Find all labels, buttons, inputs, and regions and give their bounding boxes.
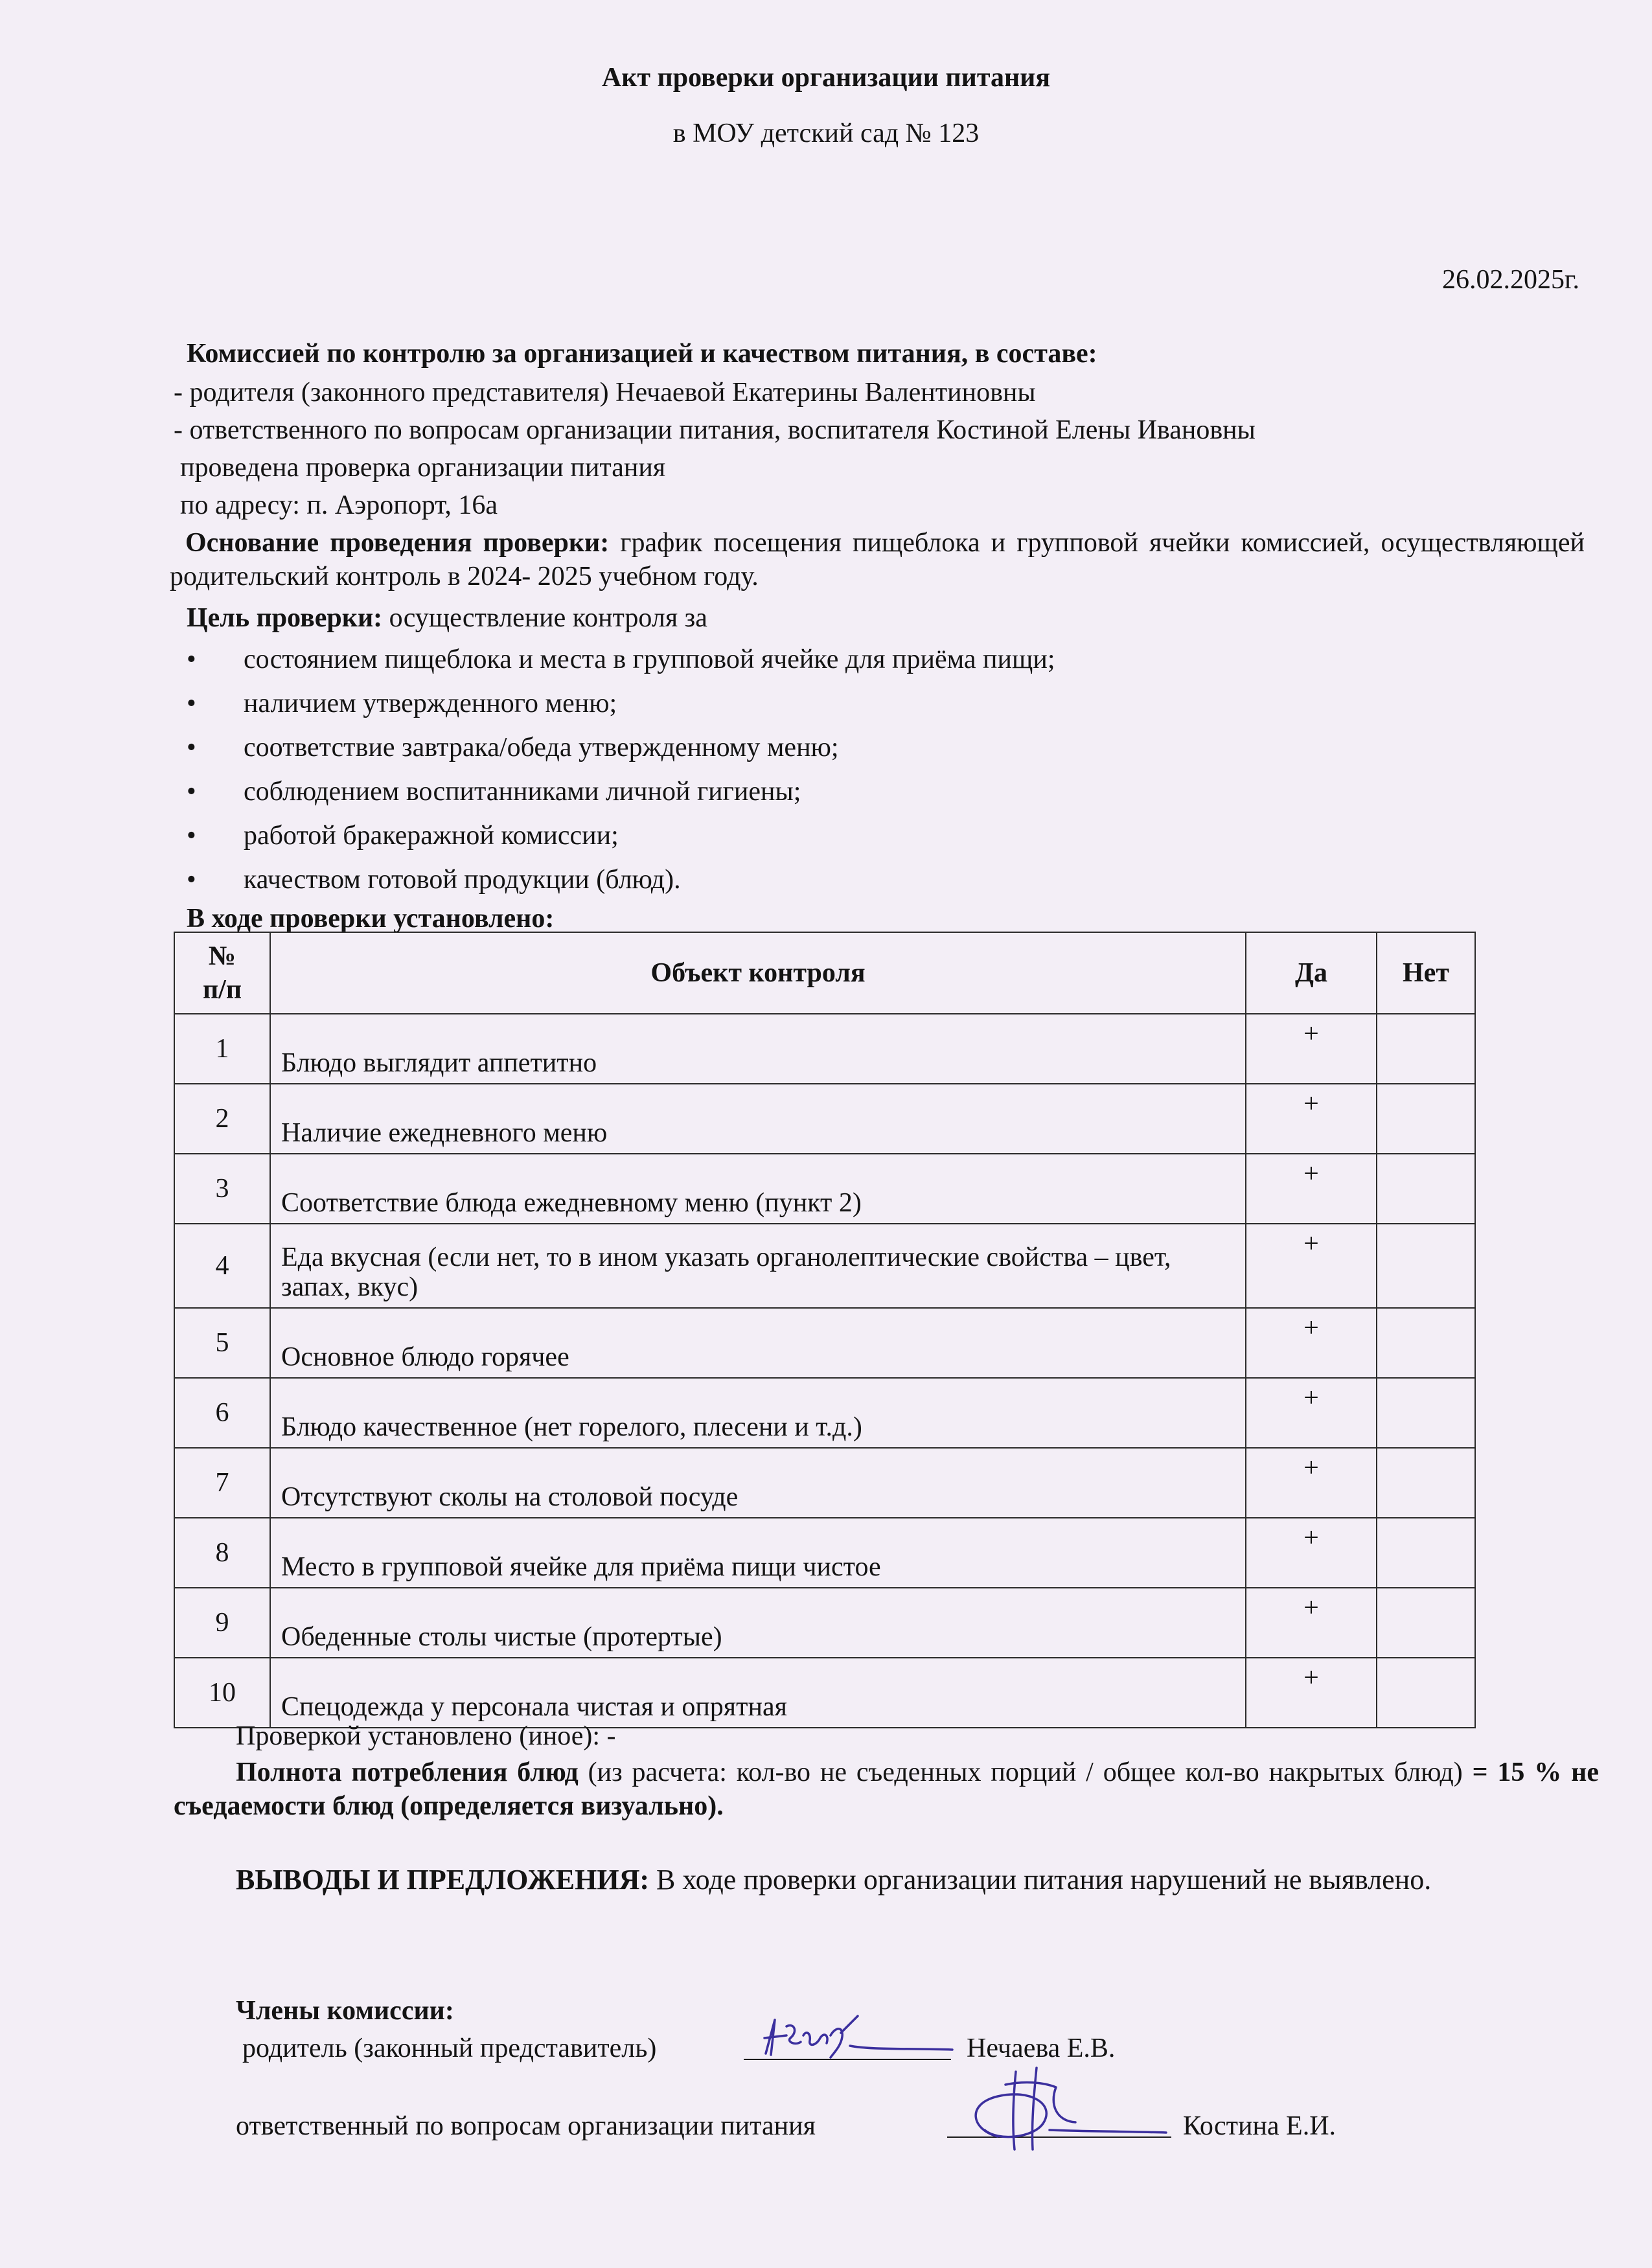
row-number: 8 bbox=[174, 1518, 270, 1588]
goal-item-text: состоянием пищеблока и места в групповой ячейке для приёма пищи; bbox=[244, 645, 1055, 674]
bullet-icon: • bbox=[187, 689, 196, 718]
row-number: 9 bbox=[174, 1588, 270, 1658]
bullet-icon: • bbox=[187, 777, 196, 807]
document-subtitle: в МОУ детский сад № 123 bbox=[672, 119, 980, 148]
table-row bbox=[174, 1658, 1475, 1728]
row-object: Еда вкусная (если нет, то в ином указать органолептические свойства – цвет, запах, вкус) bbox=[270, 1224, 1246, 1308]
row-no-mark bbox=[1377, 1518, 1475, 1588]
goal-text: осуществление контроля за bbox=[382, 603, 707, 633]
row-yes-mark: + bbox=[1246, 1154, 1377, 1224]
conclusions-text: В ходе проверки организации питания нарушений не выявлено. bbox=[649, 1864, 1432, 1896]
check-done-text: проведена проверка организации питания bbox=[180, 453, 666, 483]
row-number: 10 bbox=[174, 1658, 270, 1728]
row-number: 2 bbox=[174, 1084, 270, 1154]
row-yes-mark: + bbox=[1246, 1084, 1377, 1154]
signatures-heading: Члены комиссии: bbox=[236, 1996, 454, 2026]
row-number: 6 bbox=[174, 1378, 270, 1448]
conclusions-label: ВЫВОДЫ И ПРЕДЛОЖЕНИЯ: bbox=[236, 1864, 649, 1896]
row-object: Спецодежда у персонала чистая и опрятная bbox=[270, 1658, 1246, 1728]
responsible-signature-role: ответственный по вопросам организации питания bbox=[236, 2111, 816, 2141]
row-object: Соответствие блюда ежедневному меню (пункт 2) bbox=[270, 1154, 1246, 1224]
row-no-mark bbox=[1377, 1014, 1475, 1084]
row-yes-mark: + bbox=[1246, 1378, 1377, 1448]
goal-item-text: соответствие завтрака/обеда утвержденному меню; bbox=[244, 733, 839, 762]
table-header-row bbox=[174, 932, 1475, 1014]
row-no-mark bbox=[1377, 1448, 1475, 1518]
row-number: 1 bbox=[174, 1014, 270, 1084]
table-row bbox=[174, 1224, 1475, 1308]
header-yes: Да bbox=[1246, 932, 1377, 1014]
address-text: по адресу: п. Аэропорт, 16а bbox=[180, 490, 498, 520]
completeness-text: (из расчета: кол-во не съеденных порций / общее кол-во накрытых блюд) bbox=[578, 1758, 1463, 1787]
table-row bbox=[174, 1448, 1475, 1518]
table-row bbox=[174, 1084, 1475, 1154]
row-no-mark bbox=[1377, 1224, 1475, 1308]
bullet-icon: • bbox=[187, 645, 196, 674]
parent-signature-name: Нечаева Е.В. bbox=[967, 2033, 1116, 2063]
goal-item-text: качеством готовой продукции (блюд). bbox=[244, 865, 681, 895]
bullet-icon: • bbox=[187, 865, 196, 895]
row-object: Блюдо выглядит аппетитно bbox=[270, 1014, 1246, 1084]
basis-label: Основание проведения проверки: bbox=[185, 528, 610, 558]
table-row bbox=[174, 1378, 1475, 1448]
row-no-mark bbox=[1377, 1658, 1475, 1728]
header-number: № п/п bbox=[174, 932, 270, 1014]
row-object: Основное блюдо горячее bbox=[270, 1308, 1246, 1378]
row-yes-mark: + bbox=[1246, 1224, 1377, 1308]
header-no: Нет bbox=[1377, 932, 1475, 1014]
commission-member-responsible: - ответственного по вопросам организации питания, воспитателя Костиной Елены Ивановны bbox=[174, 415, 1256, 445]
control-table bbox=[174, 932, 1476, 1728]
commission-heading: Комиссией по контролю за организацией и качеством питания, в составе: bbox=[187, 339, 1097, 369]
row-number: 5 bbox=[174, 1308, 270, 1378]
row-object: Блюдо качественное (нет горелого, плесени и т.д.) bbox=[270, 1378, 1246, 1448]
row-no-mark bbox=[1377, 1378, 1475, 1448]
completeness-paragraph bbox=[174, 1756, 1599, 1823]
bullet-icon: • bbox=[187, 733, 196, 762]
row-object: Отсутствуют сколы на столовой посуде bbox=[270, 1448, 1246, 1518]
bullet-icon: • bbox=[187, 821, 196, 851]
other-findings: Проверкой установлено (иное): - bbox=[236, 1721, 616, 1751]
completeness-result: = 15 % не съедаемости блюд (определяется визуально). bbox=[174, 1758, 1600, 1821]
row-yes-mark: + bbox=[1246, 1014, 1377, 1084]
basis-text: график посещения пищеблока и групповой ячейки комиссией, осуществляющей родительский контроль в 2024- 2025 учебном году. bbox=[170, 528, 1585, 591]
row-yes-mark: + bbox=[1246, 1588, 1377, 1658]
row-yes-mark: + bbox=[1246, 1308, 1377, 1378]
row-no-mark bbox=[1377, 1588, 1475, 1658]
row-number: 7 bbox=[174, 1448, 270, 1518]
goal-item-text: соблюдением воспитанниками личной гигиены; bbox=[244, 777, 801, 807]
goal-item-text: работой бракеражной комиссии; bbox=[244, 821, 619, 851]
row-no-mark bbox=[1377, 1154, 1475, 1224]
responsible-signature-name: Костина Е.И. bbox=[1183, 2111, 1337, 2141]
goal-item-text: наличием утвержденного меню; bbox=[244, 689, 617, 718]
row-yes-mark: + bbox=[1246, 1448, 1377, 1518]
completeness-label: Полнота потребления блюд bbox=[236, 1758, 579, 1787]
conclusions-paragraph bbox=[174, 1853, 1599, 1907]
findings-heading: В ходе проверки установлено: bbox=[187, 904, 555, 934]
table-row bbox=[174, 1308, 1475, 1378]
table-row bbox=[174, 1588, 1475, 1658]
header-object: Объект контроля bbox=[270, 932, 1246, 1014]
document-title: Акт проверки организации питания bbox=[601, 63, 1051, 93]
table-row bbox=[174, 1154, 1475, 1224]
responsible-signature-image bbox=[959, 2059, 1173, 2156]
row-object: Обеденные столы чистые (протертые) bbox=[270, 1588, 1246, 1658]
row-yes-mark: + bbox=[1246, 1658, 1377, 1728]
table-row bbox=[174, 1014, 1475, 1084]
basis-paragraph bbox=[170, 526, 1585, 593]
parent-signature-image bbox=[758, 2007, 959, 2065]
table-row bbox=[174, 1518, 1475, 1588]
row-no-mark bbox=[1377, 1308, 1475, 1378]
row-object: Наличие ежедневного меню bbox=[270, 1084, 1246, 1154]
goal-line bbox=[187, 601, 707, 635]
parent-signature-role: родитель (законный представитель) bbox=[242, 2033, 657, 2063]
row-yes-mark: + bbox=[1246, 1518, 1377, 1588]
row-no-mark bbox=[1377, 1084, 1475, 1154]
row-number: 4 bbox=[174, 1224, 270, 1308]
document-date: 26.02.2025г. bbox=[1442, 265, 1579, 295]
row-number: 3 bbox=[174, 1154, 270, 1224]
commission-member-parent: - родителя (законного представителя) Нечаевой Екатерины Валентиновны bbox=[174, 378, 1036, 407]
row-object: Место в групповой ячейке для приёма пищи чистое bbox=[270, 1518, 1246, 1588]
goal-label: Цель проверки: bbox=[187, 603, 383, 633]
